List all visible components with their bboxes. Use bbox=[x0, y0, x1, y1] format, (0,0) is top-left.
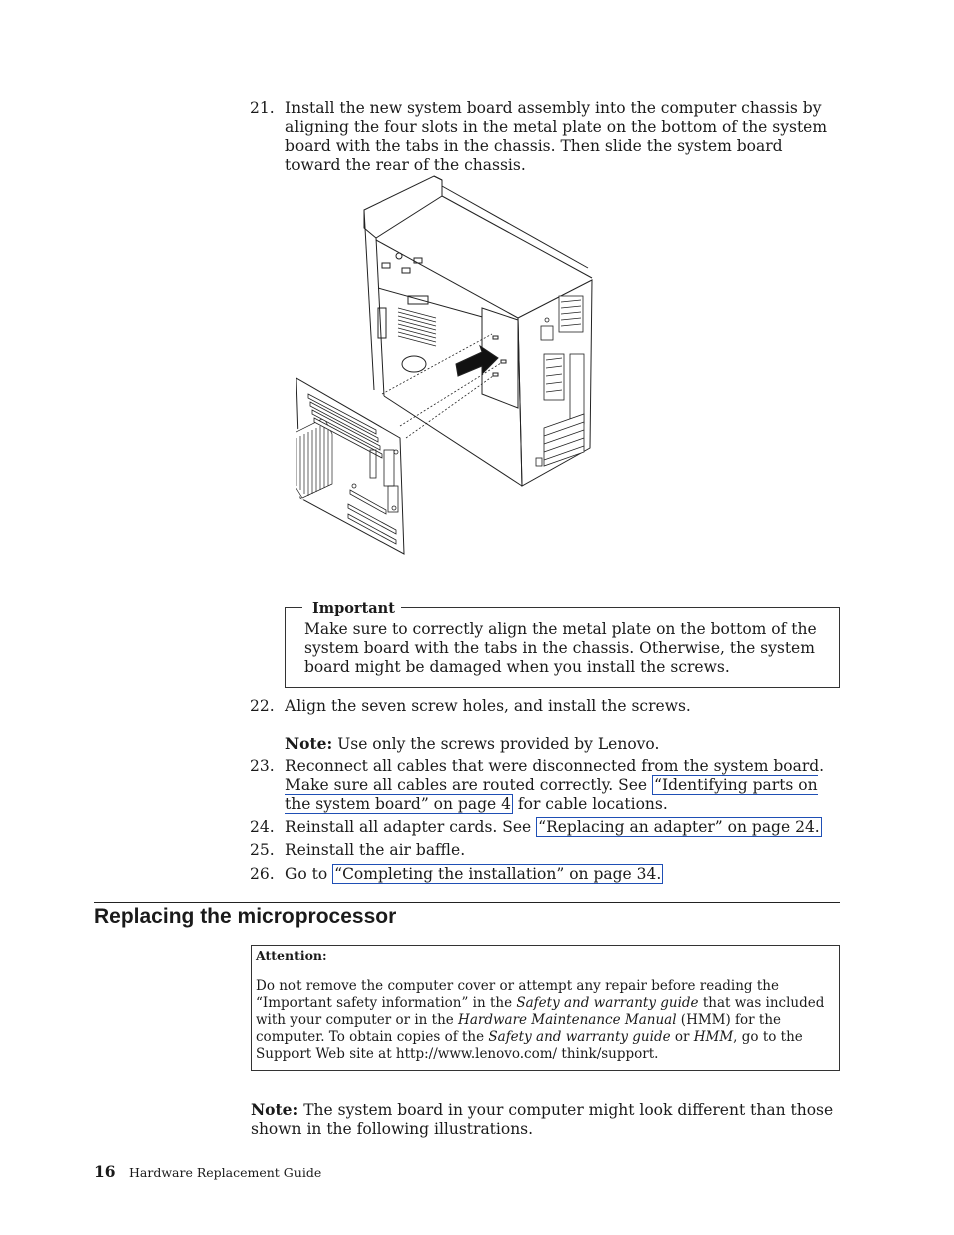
step-number-24: 24. bbox=[250, 818, 275, 836]
step-text-22: Align the seven screw holes, and install the screws. bbox=[285, 697, 691, 715]
important-label: Important bbox=[302, 600, 401, 617]
attention-italic-hmm-title: Hardware Maintenance Manual bbox=[458, 1012, 677, 1028]
attention-title: Attention: bbox=[256, 948, 327, 963]
step-number-26: 26. bbox=[250, 865, 275, 883]
page-number: 16 bbox=[94, 1162, 116, 1181]
attention-text-part: that was included with your computer or in the bbox=[256, 995, 825, 1028]
step-22-note bbox=[285, 734, 845, 754]
important-text: Make sure to correctly align the metal plate on the bottom of the system board with the tabs in the chassis. Otherwise, the system board might be damaged when you install the screws. bbox=[304, 620, 817, 676]
note-text: Use only the screws provided by Lenovo. bbox=[337, 735, 660, 753]
link-replacing-adapter[interactable]: “Replacing an adapter” on page 24. bbox=[538, 818, 820, 836]
step-number-25: 25. bbox=[250, 841, 275, 859]
step-text-24 bbox=[285, 818, 845, 837]
step-24-text-before: Reinstall all adapter cards. See bbox=[285, 818, 537, 836]
step-number-21: 21. bbox=[250, 99, 275, 117]
attention-italic-hmm: HMM bbox=[693, 1029, 734, 1045]
link-completing-installation[interactable]: “Completing the installation” on page 34. bbox=[334, 865, 662, 883]
attention-italic-safety-guide: Safety and warranty guide bbox=[488, 1029, 671, 1045]
footer-doc-title: Hardware Replacement Guide bbox=[129, 1165, 322, 1180]
attention-text-part: (HMM) for the computer. To obtain copies of the bbox=[256, 1012, 782, 1045]
step-text-26 bbox=[285, 865, 845, 884]
step-number-22: 22. bbox=[250, 697, 275, 715]
system-board-installation-figure bbox=[296, 168, 602, 556]
step-26-text-before: Go to bbox=[285, 865, 333, 883]
step-number-23: 23. bbox=[250, 757, 275, 775]
step-text-21: Install the new system board assembly into the computer chassis by aligning the four slots in the metal plate on the bottom of the system board with the tabs in the chassis. Then slide the system board toward the rear of the chassis. bbox=[285, 99, 828, 174]
step-text-25: Reinstall the air baffle. bbox=[285, 841, 466, 859]
system-board-note bbox=[251, 1100, 841, 1139]
attention-italic-safety-guide: Safety and warranty guide bbox=[516, 995, 699, 1011]
link-identifying-parts[interactable]: “Identifying parts on the system board” on page 4 bbox=[285, 776, 818, 813]
section-divider bbox=[94, 902, 840, 903]
attention-text-part: , go to the Support Web site at http://www.lenovo.com/ think/support. bbox=[256, 1029, 803, 1062]
attention-text-part: Do not remove the computer cover or attempt any repair before reading the “Important safety information” in the bbox=[256, 978, 779, 1011]
attention-text-part: or bbox=[670, 1029, 694, 1045]
step-23-text-before: Reconnect all cables that were disconnected from the system board. Make sure all cables are routed correctly. See bbox=[285, 757, 825, 794]
attention-text bbox=[256, 978, 834, 1063]
note-label: Note: bbox=[285, 734, 333, 753]
step-23-text-after: for cable locations. bbox=[512, 795, 668, 813]
note-text: The system board in your computer might look different than those shown in the following illustrations. bbox=[251, 1101, 834, 1138]
step-text-23 bbox=[285, 757, 841, 814]
section-heading: Replacing the microprocessor bbox=[94, 905, 397, 928]
note-label: Note: bbox=[251, 1100, 299, 1119]
